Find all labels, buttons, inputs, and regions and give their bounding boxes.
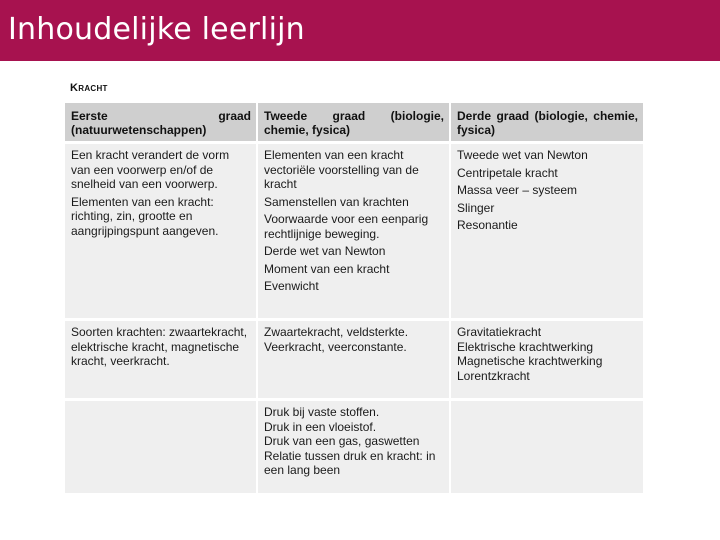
list-item: Evenwicht xyxy=(264,279,319,293)
list-item: Een kracht verandert de vorm van een voorwerp en/of de snelheid van een voorwerp. xyxy=(71,148,230,191)
header-cell-third-grade xyxy=(451,103,643,141)
table-cell xyxy=(258,144,449,318)
curriculum-table xyxy=(65,103,643,493)
list-item: Veerkracht, veerconstante. xyxy=(264,339,407,354)
list-item: Moment van een kracht xyxy=(264,261,390,276)
list-item: Zwaartekracht, veldsterkte. xyxy=(264,325,409,339)
list-item: Elementen van een kracht vectoriële voorstelling van de kracht xyxy=(264,148,419,191)
list-item: Elektrische krachtwerking xyxy=(457,339,594,354)
header-text: Tweede graad (biologie, chemie, fysica) xyxy=(264,109,444,137)
list-item: Massa veer – systeem xyxy=(457,183,578,197)
header-text: Eerste graad (natuurwetenschappen) xyxy=(71,109,251,137)
list-item: Resonantie xyxy=(457,218,518,232)
table-cell-empty xyxy=(65,401,256,493)
list-item: Derde wet van Newton xyxy=(264,244,386,258)
title-bar xyxy=(0,0,720,61)
slide-title: Inhoudelijke leerlijn xyxy=(8,12,305,47)
list-item: Tweede wet van Newton xyxy=(457,148,588,162)
list-item: Druk van een gas, gaswetten xyxy=(264,434,420,448)
list-item: Slinger xyxy=(457,200,495,215)
header-cell-second-grade xyxy=(258,103,449,141)
table-cell xyxy=(65,144,256,318)
header-text: Derde graad (biologie, chemie, fysica) xyxy=(457,109,638,137)
list-item: Druk bij vaste stoffen. xyxy=(264,405,380,419)
list-item: Relatie tussen druk en kracht: in een lang been xyxy=(264,448,436,477)
list-item: Lorentzkracht xyxy=(457,368,530,383)
table-cell-empty xyxy=(451,401,643,493)
list-item: Samenstellen van krachten xyxy=(264,194,409,209)
table-cell xyxy=(451,144,643,318)
list-item: Druk in een vloeistof. xyxy=(264,419,377,434)
list-item: Elementen van een kracht: richting, zin, grootte en aangrijpingspunt aangeven. xyxy=(71,194,219,238)
header-cell-first-grade xyxy=(65,103,256,141)
list-item: Voorwaarde voor een eenparig rechtlijnige beweging. xyxy=(264,212,429,241)
list-item: Soorten krachten: zwaartekracht, elektrische kracht, magnetische kracht, veerkracht. xyxy=(71,325,248,368)
table-cell xyxy=(258,321,449,398)
list-item: Gravitatiekracht xyxy=(457,325,542,339)
list-item: Magnetische krachtwerking xyxy=(457,354,603,368)
table-cell xyxy=(65,321,256,398)
section-label: Kracht xyxy=(70,82,108,94)
table-cell xyxy=(258,401,449,493)
list-item: Centripetale kracht xyxy=(457,165,558,180)
table-cell xyxy=(451,321,643,398)
